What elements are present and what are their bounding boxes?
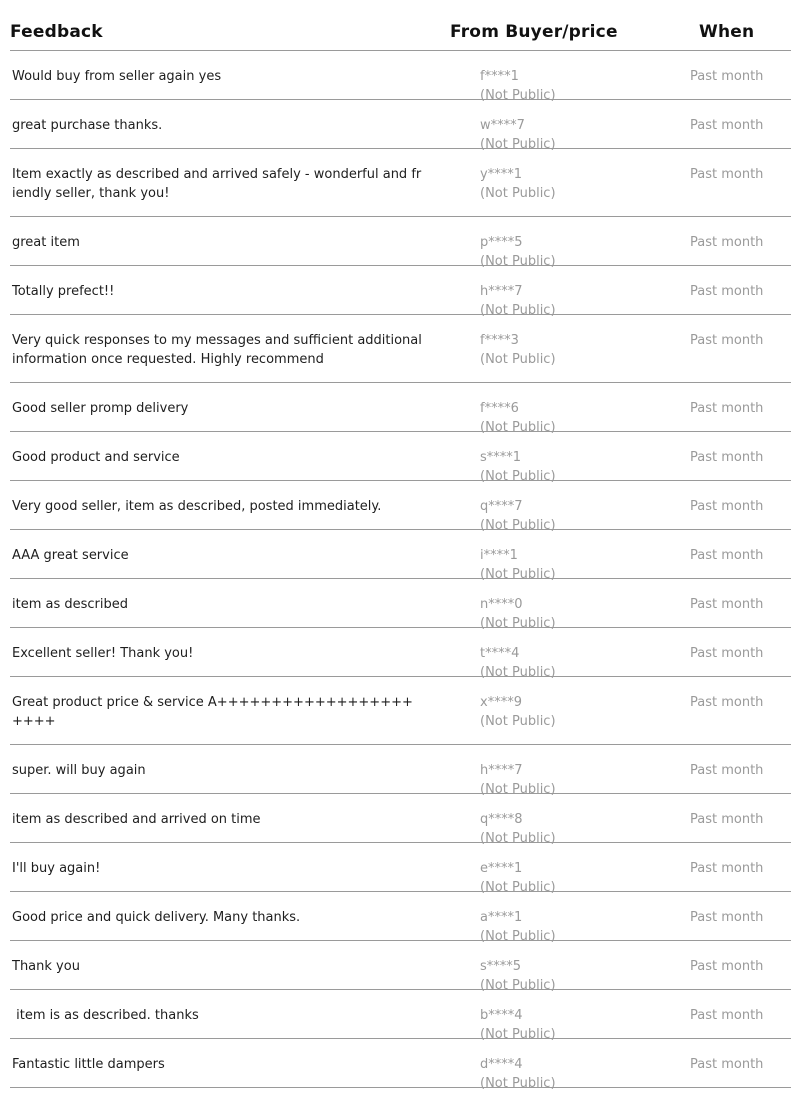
feedback-when: Past month xyxy=(690,646,764,661)
price-privacy-note: (Not Public) xyxy=(480,352,556,367)
feedback-when: Past month xyxy=(690,1057,764,1072)
table-row xyxy=(10,579,791,631)
buyer-cell xyxy=(480,165,556,203)
table-row xyxy=(10,843,791,895)
price-privacy-note: (Not Public) xyxy=(480,880,556,895)
buyer-id: q****8 xyxy=(480,812,523,827)
table-row xyxy=(10,383,791,435)
feedback-comment: Fantastic little dampers xyxy=(12,1057,165,1072)
buyer-id: h****7 xyxy=(480,284,523,299)
feedback-when: Past month xyxy=(690,167,764,182)
feedback-when: Past month xyxy=(690,333,764,348)
buyer-id: h****7 xyxy=(480,763,523,778)
feedback-when: Past month xyxy=(690,450,764,465)
table-row xyxy=(10,1039,791,1091)
price-privacy-note: (Not Public) xyxy=(480,782,556,797)
feedback-table-header xyxy=(10,0,791,51)
feedback-when: Past month xyxy=(690,118,764,133)
table-row xyxy=(10,892,791,944)
feedback-comment: great purchase thanks. xyxy=(12,118,163,133)
table-row xyxy=(10,745,791,797)
price-privacy-note: (Not Public) xyxy=(480,303,556,318)
feedback-when: Past month xyxy=(690,235,764,250)
feedback-comment: great item xyxy=(12,235,80,250)
column-header-from-buyer-price: From Buyer/price xyxy=(450,22,618,42)
feedback-comment: item is as described. thanks xyxy=(12,1008,199,1023)
feedback-comment: AAA great service xyxy=(12,548,129,563)
table-row xyxy=(10,677,791,745)
feedback-when: Past month xyxy=(690,597,764,612)
price-privacy-note: (Not Public) xyxy=(480,567,556,582)
buyer-id: b****4 xyxy=(480,1008,523,1023)
feedback-comment: Very good seller, item as described, posted immediately. xyxy=(12,499,382,514)
feedback-when: Past month xyxy=(690,812,764,827)
price-privacy-note: (Not Public) xyxy=(480,616,556,631)
table-row xyxy=(10,100,791,152)
buyer-id: e****1 xyxy=(480,861,523,876)
price-privacy-note: (Not Public) xyxy=(480,665,556,680)
price-privacy-note: (Not Public) xyxy=(480,1076,556,1091)
buyer-id: y****1 xyxy=(480,167,522,182)
table-row xyxy=(10,217,791,269)
feedback-comment: I'll buy again! xyxy=(12,861,101,876)
table-row xyxy=(10,266,791,318)
buyer-id: n****0 xyxy=(480,597,523,612)
buyer-id: s****1 xyxy=(480,450,522,465)
buyer-cell xyxy=(480,1055,556,1093)
table-row xyxy=(10,530,791,582)
column-header-feedback: Feedback xyxy=(10,22,103,42)
buyer-id: f****6 xyxy=(480,401,519,416)
price-privacy-note: (Not Public) xyxy=(480,137,556,152)
feedback-comment: Good price and quick delivery. Many thanks. xyxy=(12,910,301,925)
feedback-when: Past month xyxy=(690,284,764,299)
feedback-comment: super. will buy again xyxy=(12,763,146,778)
column-header-when: When xyxy=(699,22,755,42)
table-row xyxy=(10,794,791,846)
feedback-when: Past month xyxy=(690,763,764,778)
table-row xyxy=(10,941,791,993)
table-row xyxy=(10,51,791,103)
price-privacy-note: (Not Public) xyxy=(480,1027,556,1042)
price-privacy-note: (Not Public) xyxy=(480,978,556,993)
table-row xyxy=(10,432,791,484)
table-row xyxy=(10,990,791,1042)
buyer-id: a****1 xyxy=(480,910,523,925)
feedback-comment: item as described and arrived on time xyxy=(12,812,261,827)
buyer-id: w****7 xyxy=(480,118,525,133)
buyer-id: f****1 xyxy=(480,69,519,84)
feedback-comment: Great product price & service A++++++++++++++++++++++ xyxy=(12,695,413,729)
feedback-comment: Item exactly as described and arrived safely - wonderful and friendly seller, thank you! xyxy=(12,167,422,201)
feedback-when: Past month xyxy=(690,548,764,563)
table-row xyxy=(10,315,791,383)
price-privacy-note: (Not Public) xyxy=(480,518,556,533)
buyer-id: d****4 xyxy=(480,1057,523,1072)
feedback-comment: Very quick responses to my messages and sufficient additional information once requested. Highly recommend xyxy=(12,333,427,367)
buyer-id: t****4 xyxy=(480,646,520,661)
feedback-when: Past month xyxy=(690,499,764,514)
feedback-comment: Thank you xyxy=(12,959,80,974)
feedback-comment: Good seller promp delivery xyxy=(12,401,189,416)
price-privacy-note: (Not Public) xyxy=(480,420,556,435)
buyer-id: x****9 xyxy=(480,695,522,710)
feedback-comment: Excellent seller! Thank you! xyxy=(12,646,194,661)
price-privacy-note: (Not Public) xyxy=(480,714,556,729)
buyer-id: i****1 xyxy=(480,548,518,563)
feedback-when: Past month xyxy=(690,401,764,416)
feedback-when: Past month xyxy=(690,861,764,876)
feedback-when: Past month xyxy=(690,910,764,925)
feedback-comment: Totally prefect!! xyxy=(12,284,115,299)
feedback-comment: Good product and service xyxy=(12,450,180,465)
price-privacy-note: (Not Public) xyxy=(480,186,556,201)
feedback-comment: item as described xyxy=(12,597,129,612)
buyer-cell xyxy=(480,693,556,731)
table-row xyxy=(10,481,791,533)
price-privacy-note: (Not Public) xyxy=(480,929,556,944)
table-row xyxy=(10,149,791,217)
table-row xyxy=(10,628,791,680)
buyer-id: s****5 xyxy=(480,959,522,974)
feedback-comment: Would buy from seller again yes xyxy=(12,69,222,84)
buyer-cell xyxy=(480,331,556,369)
feedback-when: Past month xyxy=(690,69,764,84)
price-privacy-note: (Not Public) xyxy=(480,469,556,484)
price-privacy-note: (Not Public) xyxy=(480,254,556,269)
price-privacy-note: (Not Public) xyxy=(480,831,556,846)
buyer-id: f****3 xyxy=(480,333,519,348)
buyer-id: p****5 xyxy=(480,235,523,250)
price-privacy-note: (Not Public) xyxy=(480,88,556,103)
feedback-when: Past month xyxy=(690,1008,764,1023)
feedback-when: Past month xyxy=(690,695,764,710)
feedback-table-body xyxy=(10,51,791,1091)
buyer-id: q****7 xyxy=(480,499,523,514)
feedback-when: Past month xyxy=(690,959,764,974)
